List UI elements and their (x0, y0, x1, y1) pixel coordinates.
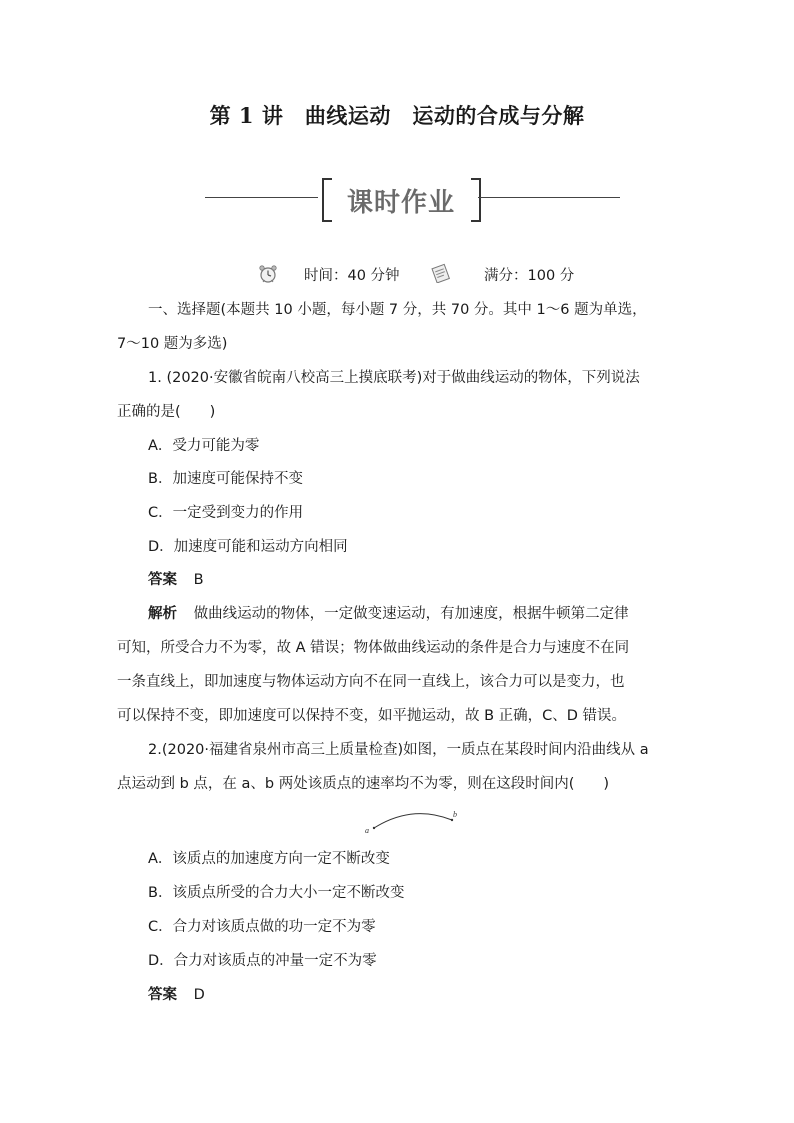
q2-stem-line1: 2.(2020·福建省泉州市高三上质量检查)如图，一质点在某段时间内沿曲线从 a (148, 742, 649, 758)
q2-option-b: B．该质点所受的合力大小一定不断改变 (148, 885, 405, 901)
q1-option-c: C．一定受到变力的作用 (148, 505, 304, 521)
q2-answer-value: D (193, 987, 205, 1003)
q1-analysis-line3: 一条直线上，即加速度与物体运动方向不在同一直线上，该合力可以是变力，也 (117, 674, 625, 690)
q1-option-d: D．加速度可能和运动方向相同 (148, 539, 348, 555)
q1-analysis-line2: 可知，所受合力不为零，故 A 错误；物体做曲线运动的条件是合力与速度不在同 (117, 640, 630, 656)
banner-right-bracket (471, 178, 481, 222)
time-limit: 时间：40 分钟 (304, 268, 400, 284)
q1-answer (148, 570, 204, 590)
point-a-label: a (365, 826, 369, 835)
banner-text: 课时作业 (346, 188, 455, 218)
banner-left-bracket (322, 178, 332, 222)
q1-analysis-line1 (148, 604, 629, 624)
point-b-label: b (453, 810, 457, 819)
section-heading-line1: 一、选择题(本题共 10 小题，每小题 7 分，共 70 分。其中 1～6 题为单选， (148, 302, 647, 318)
q2-answer-label: 答案 (148, 987, 177, 1003)
q2-option-c: C．合力对该质点做的功一定不为零 (148, 919, 376, 935)
page-title: 第 1 讲 曲线运动 运动的合成与分解 (209, 103, 585, 128)
q1-answer-value: B (193, 572, 204, 588)
banner-right-rule (478, 197, 620, 198)
q1-stem-line2: 正确的是( ) (117, 404, 216, 420)
q1-analysis-text1: 做曲线运动的物体，一定做变速运动，有加速度，根据牛顿第二定律 (193, 606, 629, 622)
q1-analysis-line4: 可以保持不变，即加速度可以保持不变，如平抛运动，故 B 正确，C、D 错误。 (117, 708, 627, 724)
exam-paper-icon (430, 263, 452, 287)
banner-left-rule (205, 197, 318, 198)
section-banner (205, 176, 620, 222)
q2-option-a: A．该质点的加速度方向一定不断改变 (148, 851, 390, 867)
q2-option-d: D．合力对该质点的冲量一定不为零 (148, 953, 377, 969)
full-score: 满分：100 分 (484, 268, 575, 284)
q2-answer (148, 985, 205, 1005)
alarm-clock-icon (258, 264, 278, 288)
section-heading-line2: 7～10 题为多选) (117, 336, 228, 352)
q1-option-a: A．受力可能为零 (148, 438, 260, 454)
q1-analysis-label: 解析 (148, 606, 177, 622)
q2-curve-figure (362, 808, 462, 840)
q1-stem-line1: 1. (2020·安徽省皖南八校高三上摸底联考)对于做曲线运动的物体，下列说法 (148, 370, 640, 386)
q1-option-b: B．加速度可能保持不变 (148, 471, 303, 487)
q1-answer-label: 答案 (148, 572, 177, 588)
q2-stem-line2: 点运动到 b 点，在 a、b 两处该质点的速率均不为零，则在这段时间内( ) (117, 776, 610, 792)
